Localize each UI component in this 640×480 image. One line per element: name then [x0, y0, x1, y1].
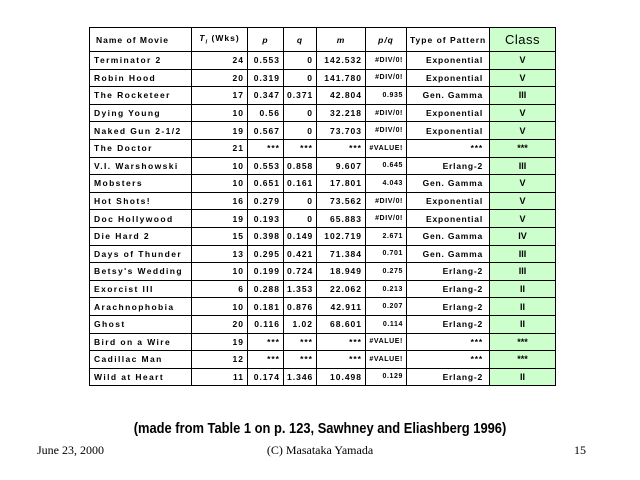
cell-movie: The Doctor	[90, 139, 192, 157]
cell-p: 0.347	[248, 87, 284, 105]
cell-q: 0	[284, 122, 317, 140]
cell-pq: #VALUE!	[366, 351, 407, 369]
cell-movie: Ghost	[90, 315, 192, 333]
cell-pattern: Erlang-2	[407, 315, 490, 333]
cell-p: 0.116	[248, 315, 284, 333]
cell-m: 18.949	[317, 263, 366, 281]
cell-p: 0.567	[248, 122, 284, 140]
cell-movie: Betsy's Wedding	[90, 263, 192, 281]
cell-m: 65.883	[317, 210, 366, 228]
table-row	[90, 104, 556, 122]
header-pattern: Type of Pattern	[407, 28, 490, 52]
cell-p: 0.288	[248, 280, 284, 298]
cell-m: ***	[317, 333, 366, 351]
cell-ti: 15	[192, 227, 248, 245]
cell-q: 0	[284, 104, 317, 122]
table-row	[90, 368, 556, 386]
cell-ti: 21	[192, 139, 248, 157]
cell-pattern: Gen. Gamma	[407, 227, 490, 245]
cell-movie: Wild at Heart	[90, 368, 192, 386]
cell-pattern: ***	[407, 333, 490, 351]
cell-q: 1.353	[284, 280, 317, 298]
cell-m: 22.062	[317, 280, 366, 298]
cell-movie: Dying Young	[90, 104, 192, 122]
cell-m: 102.719	[317, 227, 366, 245]
cell-cls: IV	[490, 227, 556, 245]
table-row	[90, 175, 556, 193]
cell-pq: 0.701	[366, 245, 407, 263]
cell-p: 0.56	[248, 104, 284, 122]
header-ti-subscript: i	[205, 39, 209, 46]
cell-p: 0.553	[248, 52, 284, 70]
cell-pq: 0.129	[366, 368, 407, 386]
footer-author: (C) Masataka Yamada	[266, 443, 374, 457]
cell-cls: III	[490, 245, 556, 263]
cell-q: 0	[284, 210, 317, 228]
cell-movie: Robin Hood	[90, 69, 192, 87]
cell-m: 32.218	[317, 104, 366, 122]
cell-pq: #VALUE!	[366, 139, 407, 157]
cell-m: 68.601	[317, 315, 366, 333]
cell-m: 9.607	[317, 157, 366, 175]
cell-cls: III	[490, 157, 556, 175]
cell-pq: #VALUE!	[366, 333, 407, 351]
table-row	[90, 210, 556, 228]
table-body	[90, 52, 556, 386]
cell-p: 0.193	[248, 210, 284, 228]
cell-p: 0.279	[248, 192, 284, 210]
cell-m: 42.911	[317, 298, 366, 316]
table-row	[90, 315, 556, 333]
cell-p: 0.651	[248, 175, 284, 193]
cell-cls: V	[490, 175, 556, 193]
header-ti	[192, 28, 248, 52]
cell-pq: #DIV/0!	[366, 69, 407, 87]
table-row	[90, 52, 556, 70]
cell-p: 0.295	[248, 245, 284, 263]
header-pq: p/q	[366, 28, 407, 52]
cell-pq: #DIV/0!	[366, 122, 407, 140]
cell-ti: 10	[192, 104, 248, 122]
table-row	[90, 245, 556, 263]
cell-cls: III	[490, 87, 556, 105]
cell-q: 0.371	[284, 87, 317, 105]
cell-m: 73.703	[317, 122, 366, 140]
cell-ti: 16	[192, 192, 248, 210]
cell-cls: ***	[490, 139, 556, 157]
cell-pattern: Erlang-2	[407, 298, 490, 316]
cell-q: 0.149	[284, 227, 317, 245]
cell-movie: Mobsters	[90, 175, 192, 193]
cell-pq: #DIV/0!	[366, 52, 407, 70]
cell-pq: #DIV/0!	[366, 104, 407, 122]
cell-pq: 0.213	[366, 280, 407, 298]
cell-q: 1.02	[284, 315, 317, 333]
header-ti-symbol: T	[199, 33, 206, 44]
header-q: q	[284, 28, 317, 52]
cell-pattern: Erlang-2	[407, 280, 490, 298]
header-movie: Name of Movie	[90, 28, 192, 52]
table-row	[90, 280, 556, 298]
cell-movie: Cadillac Man	[90, 351, 192, 369]
cell-p: ***	[248, 351, 284, 369]
cell-pq: 4.043	[366, 175, 407, 193]
header-class: Class	[490, 28, 556, 52]
cell-p: 0.398	[248, 227, 284, 245]
cell-m: 17.801	[317, 175, 366, 193]
cell-movie: Terminator 2	[90, 52, 192, 70]
cell-ti: 10	[192, 157, 248, 175]
cell-pq: 0.275	[366, 263, 407, 281]
cell-ti: 11	[192, 368, 248, 386]
cell-ti: 17	[192, 87, 248, 105]
cell-q: 0.161	[284, 175, 317, 193]
cell-cls: II	[490, 280, 556, 298]
cell-m: 73.562	[317, 192, 366, 210]
cell-q: 0.724	[284, 263, 317, 281]
cell-pattern: Exponential	[407, 69, 490, 87]
table-row	[90, 192, 556, 210]
cell-ti: 6	[192, 280, 248, 298]
cell-pattern: Gen. Gamma	[407, 87, 490, 105]
cell-pattern: Erlang-2	[407, 263, 490, 281]
cell-movie: Arachnophobia	[90, 298, 192, 316]
cell-p: 0.181	[248, 298, 284, 316]
cell-q: 0	[284, 192, 317, 210]
cell-cls: ***	[490, 333, 556, 351]
cell-pattern: Exponential	[407, 210, 490, 228]
table-row	[90, 122, 556, 140]
table-row	[90, 69, 556, 87]
footer-date: June 23, 2000	[37, 443, 104, 457]
cell-cls: III	[490, 263, 556, 281]
cell-pq: #DIV/0!	[366, 192, 407, 210]
cell-pq: 0.645	[366, 157, 407, 175]
cell-q: 0	[284, 69, 317, 87]
cell-p: 0.553	[248, 157, 284, 175]
cell-movie: Bird on a Wire	[90, 333, 192, 351]
cell-ti: 19	[192, 333, 248, 351]
header-p: p	[248, 28, 284, 52]
cell-cls: II	[490, 315, 556, 333]
cell-ti: 13	[192, 245, 248, 263]
cell-q: ***	[284, 139, 317, 157]
cell-p: 0.174	[248, 368, 284, 386]
cell-q: 1.346	[284, 368, 317, 386]
cell-cls: V	[490, 122, 556, 140]
cell-ti: 19	[192, 210, 248, 228]
cell-pattern: Exponential	[407, 52, 490, 70]
cell-q: 0.858	[284, 157, 317, 175]
cell-cls: II	[490, 368, 556, 386]
cell-ti: 10	[192, 175, 248, 193]
table-row	[90, 351, 556, 369]
cell-ti: 12	[192, 351, 248, 369]
cell-q: ***	[284, 351, 317, 369]
cell-movie: Days of Thunder	[90, 245, 192, 263]
cell-cls: V	[490, 52, 556, 70]
table-row	[90, 157, 556, 175]
cell-movie: Die Hard 2	[90, 227, 192, 245]
cell-movie: Doc Hollywood	[90, 210, 192, 228]
cell-m: 141.780	[317, 69, 366, 87]
cell-ti: 24	[192, 52, 248, 70]
cell-q: 0.876	[284, 298, 317, 316]
cell-movie: Naked Gun 2-1/2	[90, 122, 192, 140]
table-header-row	[90, 28, 556, 52]
cell-m: 142.532	[317, 52, 366, 70]
cell-pattern: Exponential	[407, 122, 490, 140]
cell-pq: 2.671	[366, 227, 407, 245]
movie-data-table	[89, 27, 556, 386]
source-caption: (made from Table 1 on p. 123, Sawhney and Eliashberg 1996)	[133, 420, 507, 437]
cell-q: 0	[284, 52, 317, 70]
cell-pattern: Gen. Gamma	[407, 245, 490, 263]
cell-pattern: Erlang-2	[407, 157, 490, 175]
cell-p: 0.199	[248, 263, 284, 281]
cell-cls: ***	[490, 351, 556, 369]
cell-p: ***	[248, 333, 284, 351]
table-row	[90, 298, 556, 316]
table-row	[90, 139, 556, 157]
cell-ti: 10	[192, 263, 248, 281]
cell-p: 0.319	[248, 69, 284, 87]
cell-ti: 19	[192, 122, 248, 140]
table-row	[90, 263, 556, 281]
cell-m: 71.384	[317, 245, 366, 263]
cell-pq: 0.935	[366, 87, 407, 105]
cell-pattern: Exponential	[407, 192, 490, 210]
cell-q: ***	[284, 333, 317, 351]
cell-cls: V	[490, 69, 556, 87]
table-row	[90, 227, 556, 245]
cell-ti: 20	[192, 315, 248, 333]
header-m: m	[317, 28, 366, 52]
cell-movie: Hot Shots!	[90, 192, 192, 210]
cell-m: ***	[317, 139, 366, 157]
cell-cls: V	[490, 104, 556, 122]
cell-movie: The Rocketeer	[90, 87, 192, 105]
cell-pattern: Erlang-2	[407, 368, 490, 386]
cell-pq: #DIV/0!	[366, 210, 407, 228]
table-row	[90, 87, 556, 105]
cell-m: ***	[317, 351, 366, 369]
cell-movie: V.I. Warshowski	[90, 157, 192, 175]
cell-pattern: Exponential	[407, 104, 490, 122]
cell-pattern: Gen. Gamma	[407, 175, 490, 193]
cell-pattern: ***	[407, 139, 490, 157]
table-row	[90, 333, 556, 351]
cell-pattern: ***	[407, 351, 490, 369]
cell-cls: V	[490, 210, 556, 228]
cell-cls: II	[490, 298, 556, 316]
cell-p: ***	[248, 139, 284, 157]
cell-m: 10.498	[317, 368, 366, 386]
cell-q: 0.421	[284, 245, 317, 263]
cell-ti: 20	[192, 69, 248, 87]
cell-pq: 0.114	[366, 315, 407, 333]
header-ti-unit: (Wks)	[211, 33, 240, 44]
cell-m: 42.804	[317, 87, 366, 105]
cell-cls: V	[490, 192, 556, 210]
cell-pq: 0.207	[366, 298, 407, 316]
cell-movie: Exorcist III	[90, 280, 192, 298]
cell-ti: 10	[192, 298, 248, 316]
page-number: 15	[574, 443, 586, 457]
